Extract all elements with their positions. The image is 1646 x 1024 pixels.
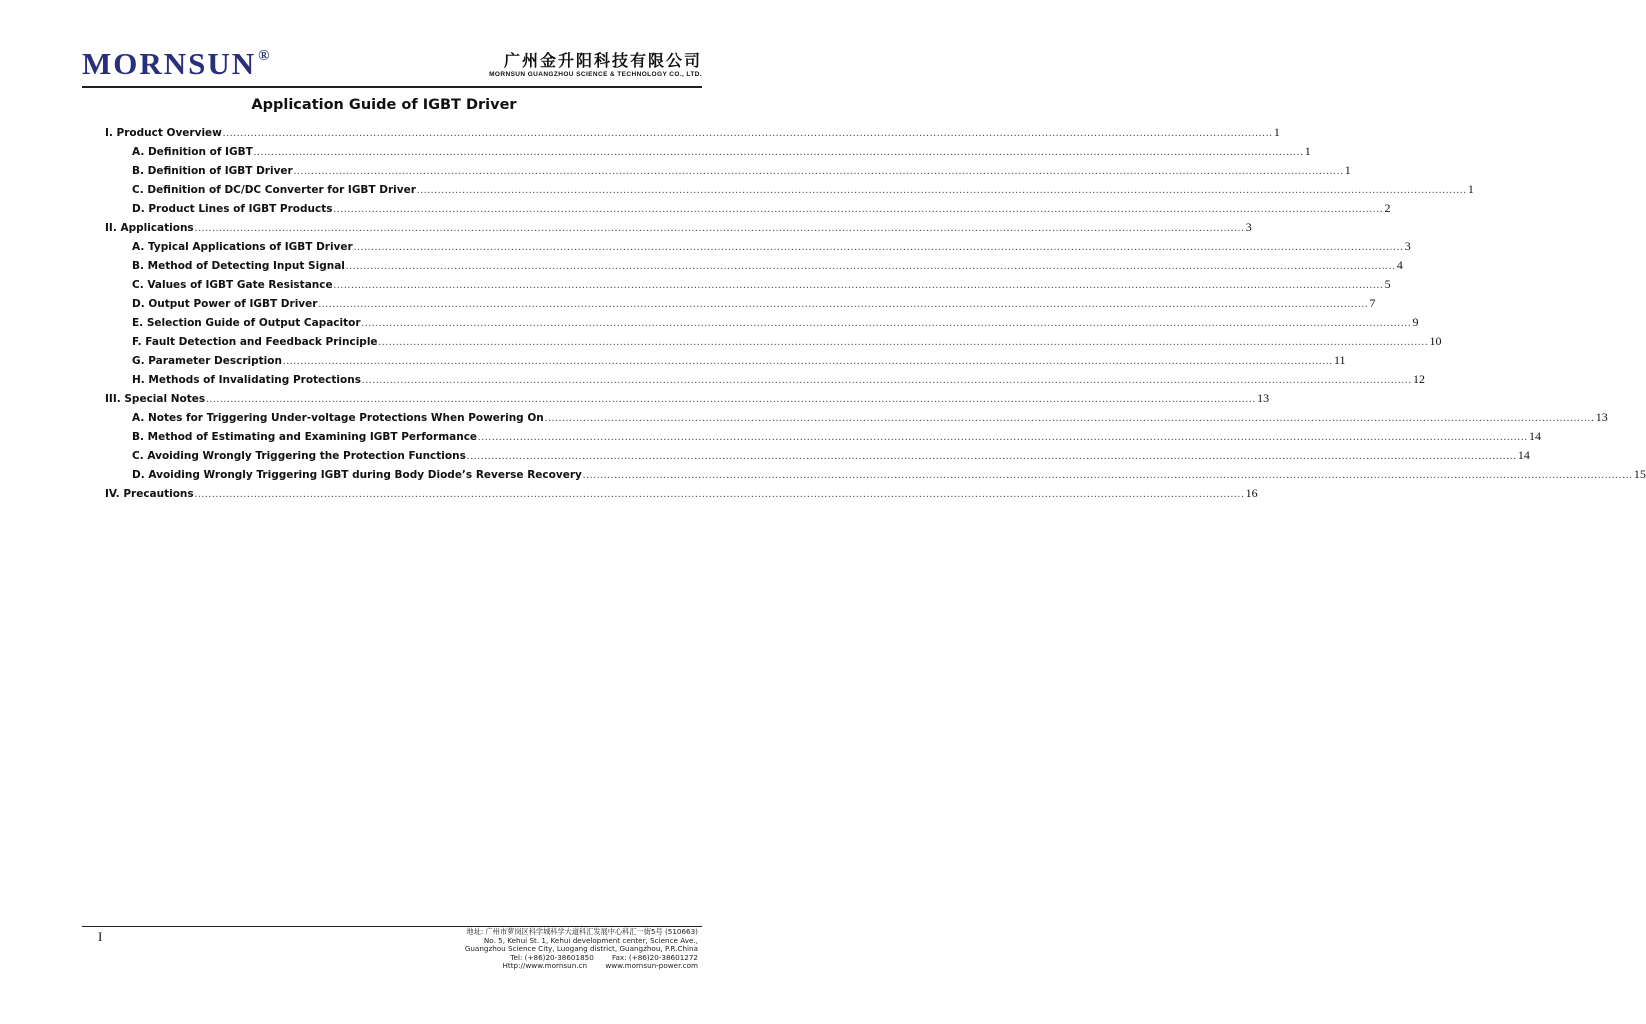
address-line-2: Guangzhou Science City, Luogang district, Guangzhou, P.R.China [464, 944, 698, 953]
logo-text: MORNSUN [82, 46, 257, 81]
page-number: I [98, 929, 103, 944]
toc-subsection-entry[interactable] [105, 296, 1376, 315]
toc-entry-label: I. Product Overview [105, 127, 222, 139]
toc-subsection-entry[interactable] [105, 239, 1411, 258]
toc-leader-dots: ............................................................................................................................................................................................................................................................................................................ [361, 375, 1412, 386]
toc-subsection-entry[interactable] [105, 448, 1530, 467]
toc-entry-page: 12 [1412, 372, 1425, 386]
toc-section-entry[interactable] [105, 391, 1270, 410]
toc-leader-dots: ............................................................................................................................................................................................................................................................................................................ [194, 489, 1245, 500]
header-divider [82, 86, 702, 88]
toc-entry-page: 15 [1633, 467, 1646, 481]
toc-entry-label: D. Product Lines of IGBT Products [132, 203, 333, 215]
toc-leader-dots: ............................................................................................................................................................................................................................................................................................................ [361, 318, 1412, 329]
toc-subsection-entry[interactable] [105, 353, 1346, 372]
toc-leader-dots: ............................................................................................................................................................................................................................................................................................................ [282, 356, 1333, 367]
toc-leader-dots: ............................................................................................................................................................................................................................................................................................................ [222, 128, 1273, 139]
toc-section-entry[interactable] [105, 486, 1258, 505]
toc-entry-page: 10 [1429, 334, 1442, 348]
toc-leader-dots: ............................................................................................................................................................................................................................................................................................................ [416, 185, 1467, 196]
toc-entry-label: A. Definition of IGBT [132, 146, 253, 158]
toc-leader-dots: ............................................................................................................................................................................................................................................................................................................ [378, 337, 1429, 348]
toc-entry-label: B. Method of Estimating and Examining IGBT Performance [132, 431, 478, 443]
toc-entry-label: G. Parameter Description [132, 355, 282, 367]
toc-entry-label: IV. Precautions [105, 488, 194, 500]
toc-entry-page: 7 [1369, 296, 1376, 310]
toc-entry-page: 5 [1384, 277, 1391, 291]
toc-section-entry[interactable] [105, 220, 1252, 239]
toc-entry-page: 1 [1344, 163, 1351, 177]
toc-subsection-entry[interactable] [105, 258, 1403, 277]
toc-entry-page: 11 [1333, 353, 1346, 367]
toc-entry-page: 2 [1384, 201, 1391, 215]
toc-entry-page: 4 [1396, 258, 1403, 272]
toc-subsection-entry[interactable] [105, 201, 1391, 220]
toc-entry-page: 3 [1245, 220, 1252, 234]
toc-entry-page: 1 [1304, 144, 1311, 158]
toc-section-entry[interactable] [105, 125, 1280, 144]
toc-entry-label: E. Selection Guide of Output Capacitor [132, 317, 361, 329]
toc-entry-label: A. Typical Applications of IGBT Driver [132, 241, 353, 253]
toc-entry-label: D. Output Power of IGBT Driver [132, 298, 318, 310]
toc-leader-dots: ............................................................................................................................................................................................................................................................................................................ [478, 432, 1529, 443]
toc-leader-dots: ............................................................................................................................................................................................................................................................................................................ [333, 280, 1384, 291]
letterhead [82, 40, 702, 90]
toc-subsection-entry[interactable] [105, 372, 1425, 391]
toc-entry-label: C. Avoiding Wrongly Triggering the Protection Functions [132, 450, 466, 462]
table-of-contents [105, 125, 1646, 505]
toc-entry-label: B. Method of Detecting Input Signal [132, 260, 345, 272]
toc-leader-dots: ............................................................................................................................................................................................................................................................................................................ [466, 451, 1517, 462]
toc-leader-dots: ............................................................................................................................................................................................................................................................................................................ [582, 470, 1633, 481]
toc-entry-label: II. Applications [105, 222, 194, 234]
toc-subsection-entry[interactable] [105, 163, 1351, 182]
toc-leader-dots: ............................................................................................................................................................................................................................................................................................................ [353, 242, 1404, 253]
toc-entry-page: 1 [1273, 125, 1280, 139]
toc-entry-label: F. Fault Detection and Feedback Principle [132, 336, 378, 348]
toc-entry-label: III. Special Notes [105, 393, 206, 405]
toc-entry-label: H. Methods of Invalidating Protections [132, 374, 361, 386]
toc-entry-page: 16 [1245, 486, 1258, 500]
toc-subsection-entry[interactable] [105, 410, 1608, 429]
company-name-english: MORNSUN GUANGZHOU SCIENCE & TECHNOLOGY CO., LTD. [489, 71, 702, 78]
toc-entry-label: C. Definition of DC/DC Converter for IGBT Driver [132, 184, 416, 196]
address-line-cn: 地址: 广州市萝岗区科学城科学大道科汇发展中心科汇一街5号 (510663) [466, 927, 698, 936]
toc-leader-dots: ............................................................................................................................................................................................................................................................................................................ [544, 413, 1595, 424]
toc-entry-page: 13 [1257, 391, 1270, 405]
toc-entry-page: 13 [1595, 410, 1608, 424]
toc-leader-dots: ............................................................................................................................................................................................................................................................................................................ [345, 261, 1396, 272]
toc-subsection-entry[interactable] [105, 182, 1474, 201]
company-name-chinese: 广州金升阳科技有限公司 [503, 51, 702, 70]
website-line: Http://www.mornsun.cn www.mornsun-power.com [502, 961, 698, 970]
company-name-block [489, 52, 702, 79]
toc-subsection-entry[interactable] [105, 315, 1419, 334]
toc-subsection-entry[interactable] [105, 429, 1542, 448]
toc-subsection-entry[interactable] [105, 277, 1391, 296]
toc-leader-dots: ............................................................................................................................................................................................................................................................................................................ [194, 223, 1245, 234]
toc-leader-dots: ............................................................................................................................................................................................................................................................................................................ [293, 166, 1344, 177]
registered-mark: ® [258, 48, 272, 64]
toc-subsection-entry[interactable] [105, 334, 1442, 353]
toc-entry-label: D. Avoiding Wrongly Triggering IGBT during Body Diode’s Reverse Recovery [132, 469, 582, 481]
toc-entry-label: A. Notes for Triggering Under-voltage Protections When Powering On [132, 412, 544, 424]
toc-entry-page: 14 [1529, 429, 1542, 443]
document-title: Application Guide of IGBT Driver [251, 97, 517, 113]
toc-entry-page: 14 [1517, 448, 1530, 462]
toc-leader-dots: ............................................................................................................................................................................................................................................................................................................ [253, 147, 1304, 158]
address-line-1: No. 5, Kehui St. 1, Kehui development center, Science Ave., [483, 935, 698, 945]
phone-fax-line: Tel: (+86)20-38601850 Fax: (+86)20-38601272 [510, 952, 698, 962]
toc-entry-label: B. Definition of IGBT Driver [132, 165, 293, 177]
toc-entry-page: 3 [1404, 239, 1411, 253]
toc-subsection-entry[interactable] [105, 467, 1646, 486]
toc-leader-dots: ............................................................................................................................................................................................................................................................................................................ [206, 394, 1257, 405]
toc-entry-page: 9 [1412, 315, 1419, 329]
toc-entry-page: 1 [1467, 182, 1474, 196]
toc-leader-dots: ............................................................................................................................................................................................................................................................................................................ [333, 204, 1384, 215]
toc-leader-dots: ............................................................................................................................................................................................................................................................................................................ [318, 299, 1369, 310]
toc-entry-label: C. Values of IGBT Gate Resistance [132, 279, 333, 291]
company-logo [82, 46, 271, 82]
toc-subsection-entry[interactable] [105, 144, 1311, 163]
footer-address [465, 928, 698, 971]
